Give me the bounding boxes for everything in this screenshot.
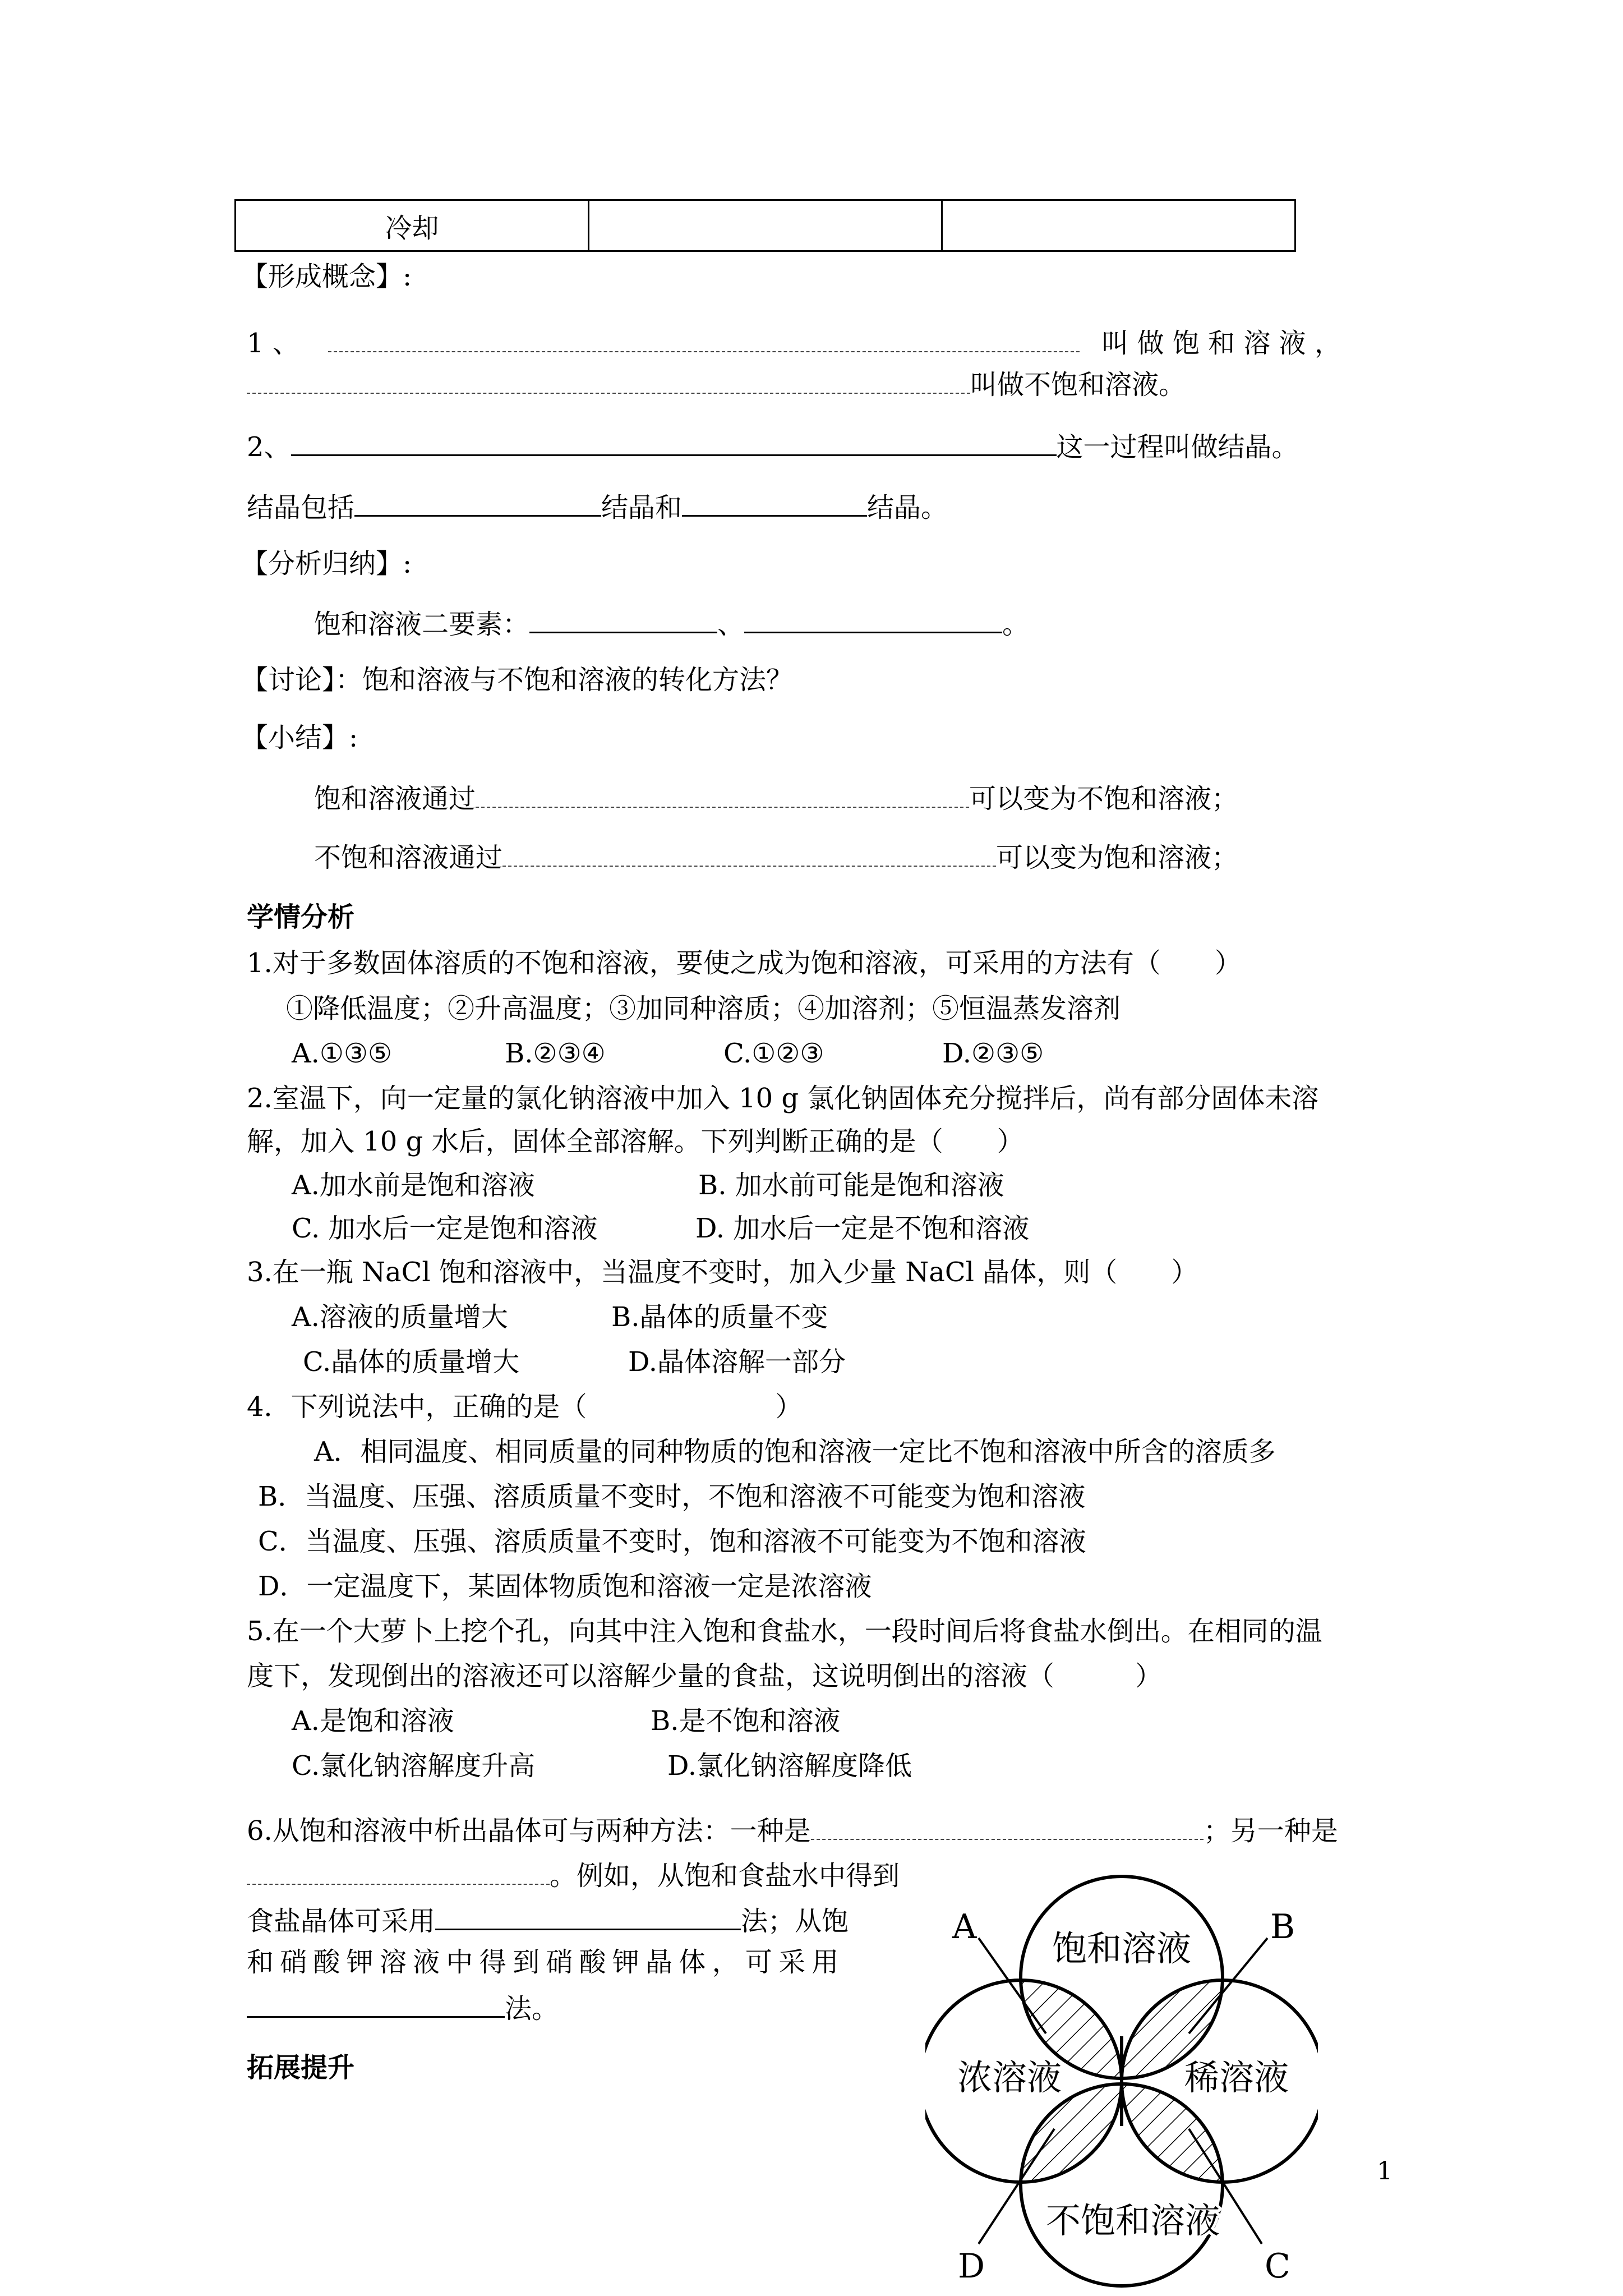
analysis-heading: 【分析归纳】: [241,548,412,579]
concept-item2 [247,427,1299,464]
q5-option-c[interactable]: C.氯化钠溶解度升高 [292,1750,536,1782]
answer-blank[interactable] [328,324,1080,352]
pointer-d [979,2129,1054,2244]
concept-item1 [247,324,1341,360]
q5-option-a[interactable]: A.是饱和溶液 [292,1705,454,1737]
q2-stem-1: 2.室温下，向一定量的氯化钠溶液中加入 10 g 氯化钠固体充分搅拌后，尚有部分固体未溶 [247,1083,1319,1114]
discussion-heading: 【讨论】： [241,664,363,696]
text: ；另一种是 [1203,1815,1338,1847]
table-cell [942,200,1295,251]
text: 可以变为不饱和溶液； [969,783,1239,815]
label-dilute: 稀溶液 [1184,2057,1289,2098]
answer-blank[interactable] [744,605,1002,633]
q3-option-a[interactable]: A.溶液的质量增大 [292,1301,508,1333]
text: 饱和溶液通过 [314,783,476,815]
q3-option-b[interactable]: B.晶体的质量不变 [611,1301,828,1333]
answer-blank[interactable] [247,1989,505,2018]
text: 。 [1002,609,1030,640]
q2-option-a[interactable]: A.加水前是饱和溶液 [292,1170,535,1201]
top-table [234,199,1296,252]
q6-line-5 [247,1989,559,2026]
q1-option-c[interactable]: C.①②③ [723,1038,824,1069]
analysis-factors [314,605,1029,641]
q1-option-b[interactable]: B.②③④ [505,1038,606,1069]
table-cell-label: 冷却 [236,200,589,251]
text: 饱和溶液二要素： [314,609,530,640]
label-point-c: C [1265,2247,1290,2286]
q2-option-c[interactable]: C. 加水后一定是饱和溶液 [292,1213,598,1244]
q2-option-d[interactable]: D. 加水后一定是不饱和溶液 [695,1213,1030,1244]
answer-blank[interactable] [811,1812,1204,1840]
q5-option-b[interactable]: B.是不饱和溶液 [651,1705,841,1737]
q1-option-d[interactable]: D.②③⑤ [942,1038,1044,1069]
text: 法；从饱 [741,1906,849,1937]
discussion-question: 饱和溶液与不饱和溶液的转化方法？ [362,664,794,696]
text: 6.从饱和溶液中析出晶体可与两种方法：一种是 [247,1815,811,1847]
q2-stem-2: 解，加入 10 g 水后，固体全部溶解。下列判断正确的是（ ） [247,1126,1024,1157]
item-number: 2、 [247,431,291,463]
label-concentrated: 浓溶液 [957,2057,1062,2098]
q6-line-4: 和 硝 酸 钾 溶 液 中 得 到 硝 酸 钾 晶 体 ， 可 采 用 [247,1947,838,1978]
answer-blank[interactable] [247,1857,550,1885]
q4-option-c[interactable]: C．当温度、压强、溶质质量不变时，饱和溶液不可能变为不饱和溶液 [258,1526,1086,1557]
q2-option-b[interactable]: B. 加水前可能是饱和溶液 [698,1170,1004,1201]
discussion [241,663,793,697]
label-unsaturated: 不饱和溶液 [1045,2200,1220,2241]
answer-blank[interactable] [502,839,996,867]
q3-option-d[interactable]: D.晶体溶解一部分 [628,1346,846,1378]
answer-blank[interactable] [291,427,1057,456]
text: 。例如，从饱和食盐水中得到 [550,1860,900,1892]
q4-option-b[interactable]: B．当温度、压强、溶质质量不变时，不饱和溶液不可能变为饱和溶液 [258,1481,1086,1512]
concept-item1-line2 [247,366,1186,402]
section-title: 学情分析 [247,901,355,933]
summary-heading: 【小结】: [241,722,358,753]
summary-line2 [314,839,1238,875]
crystallization-line [247,488,948,524]
q4-option-a[interactable]: A．相同温度、相同质量的同种物质的饱和溶液一定比不饱和溶液中所含的溶质多 [314,1436,1276,1467]
q1-stem: 1.对于多数固体溶质的不饱和溶液，要使之成为饱和溶液，可采用的方法有（ ） [247,947,1242,979]
q5-stem-1: 5.在一个大萝卜上挖个孔，向其中注入饱和食盐水，一段时间后将食盐水倒出。在相同的温 [247,1616,1322,1647]
q1-option-a[interactable]: A.①③⑤ [292,1038,393,1069]
q5-stem-2: 度下，发现倒出的溶液还可以溶解少量的食盐，这说明倒出的溶液（ ） [247,1660,1163,1692]
table-cell [589,200,942,251]
answer-blank[interactable] [682,488,867,517]
answer-blank[interactable] [435,1902,741,1930]
text: 结晶。 [867,492,948,523]
text: 食盐晶体可采用 [247,1906,436,1937]
q4-stem: 4．下列说法中，正确的是（ ） [247,1391,803,1423]
label-point-a: A [952,1907,977,1947]
q5-option-d[interactable]: D.氯化钠溶解度降低 [667,1750,912,1782]
q6-line-2 [247,1857,900,1893]
text: 、 [717,609,745,640]
q3-stem: 3.在一瓶 NaCl 饱和溶液中，当温度不变时，加入少量 NaCl 晶体，则（ ） [247,1257,1198,1288]
text: 结晶和 [601,492,683,523]
text: 可以变为饱和溶液； [996,842,1239,873]
expand-title: 拓展提升 [247,2052,355,2083]
page-number: 1 [1377,2157,1393,2185]
solution-venn-diagram [925,1874,1318,2289]
q1-sub: ①降低温度；②升高温度；③加同种溶质；④加溶剂；⑤恒温蒸发溶剂 [286,993,1121,1024]
item-number: 1 、 [247,328,299,359]
q3-option-c[interactable]: C.晶体的质量增大 [303,1346,520,1378]
answer-blank[interactable] [354,488,601,517]
text: 法。 [505,1993,559,2024]
answer-blank[interactable] [476,780,969,808]
concept-heading: 【形成概念】: [241,261,412,292]
summary-line1 [314,780,1238,816]
label-saturated: 饱和溶液 [1052,1928,1192,1969]
label-point-b: B [1270,1907,1295,1947]
item-text: 这一过程叫做结晶。 [1056,431,1299,463]
answer-blank[interactable] [247,366,970,394]
text: 结晶包括 [247,492,355,523]
q4-option-d[interactable]: D．一定温度下，某固体物质饱和溶液一定是浓溶液 [258,1571,872,1602]
table-row [236,200,1295,251]
text: 不饱和溶液通过 [314,842,503,873]
item-text: 叫 做 饱 和 溶 液 ， [1101,328,1341,359]
label-point-d: D [958,2247,985,2286]
q6-line-1 [247,1812,1338,1848]
answer-blank[interactable] [529,605,717,633]
q6-line-3 [247,1902,849,1938]
item-text: 叫做不饱和溶液。 [970,369,1186,401]
